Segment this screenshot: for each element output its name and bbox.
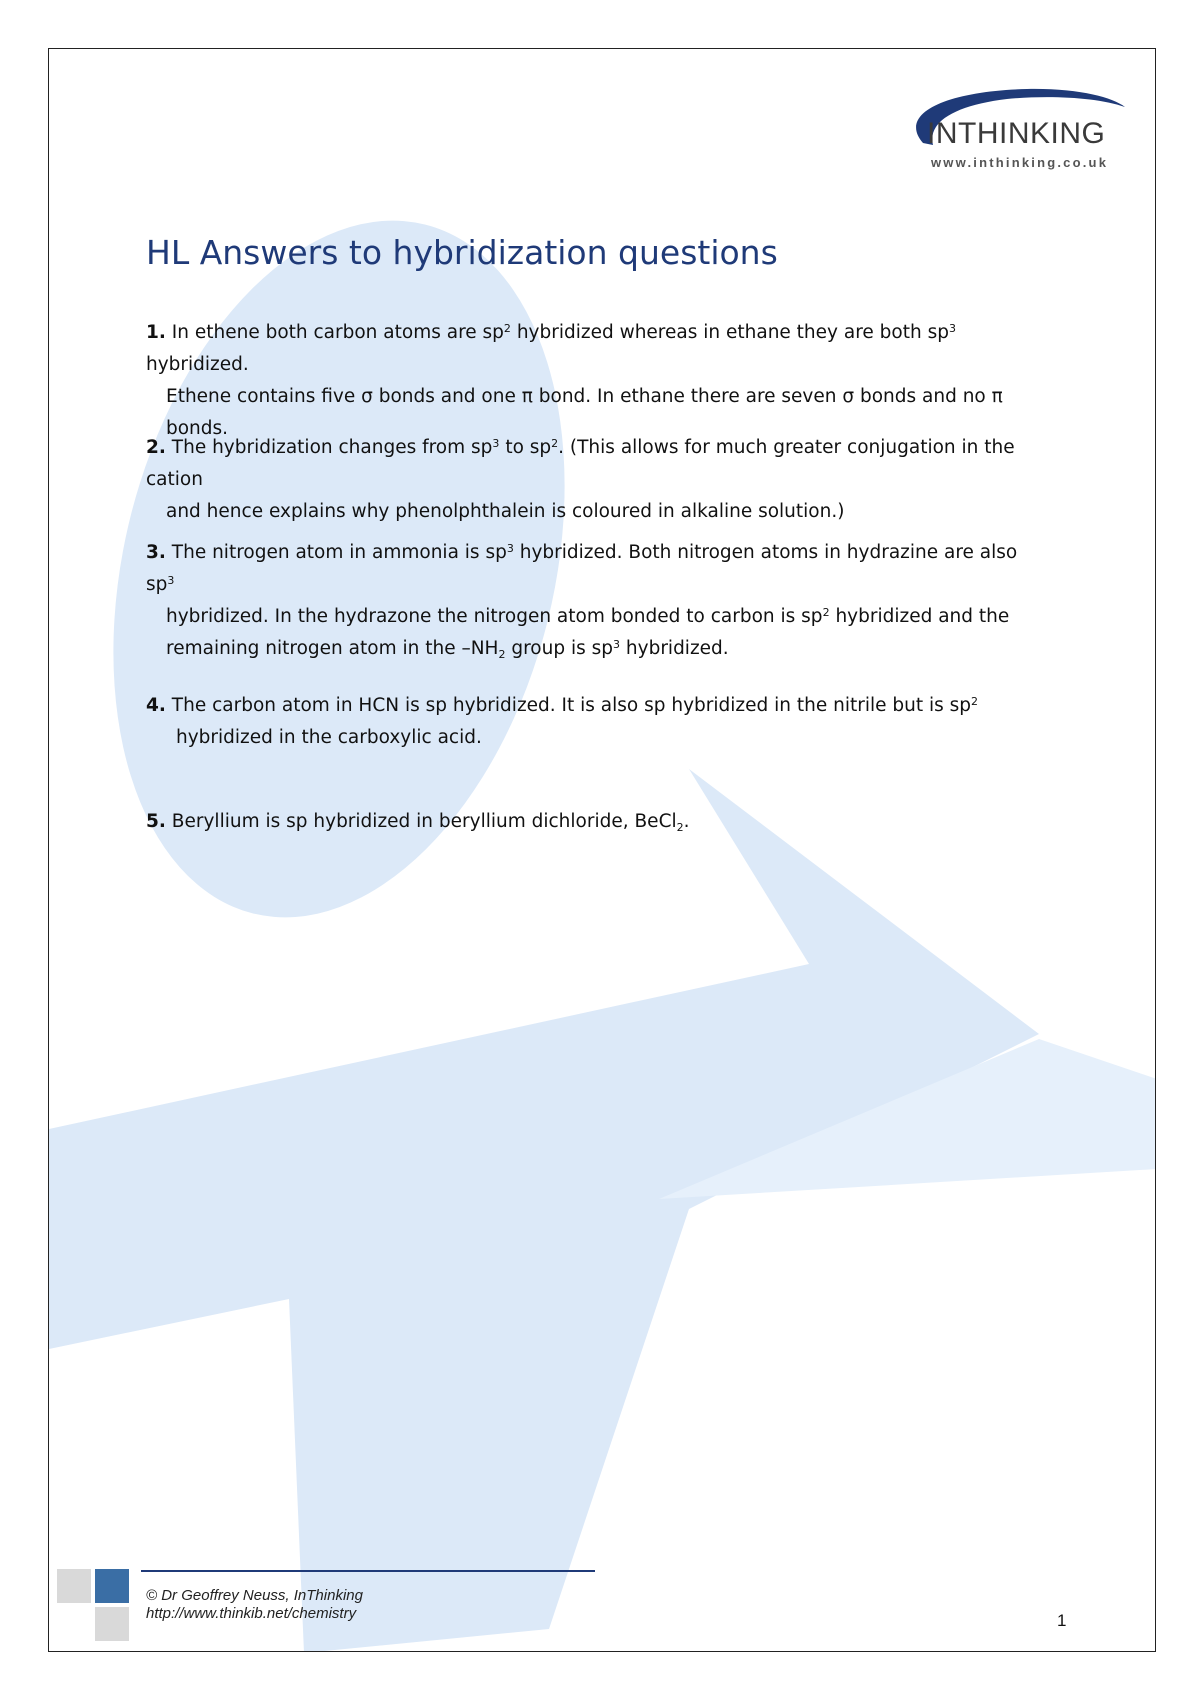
answer-number: 4. [146, 695, 166, 716]
footer-url: http://www.thinkib.net/chemistry [146, 1605, 357, 1622]
answer-4: 4. The carbon atom in HCN is sp hybridized. It is also sp hybridized in the nitrile but is $sp^2$ hybridized in the carboxylic acid. [146, 695, 979, 748]
answer-3: 3. The nitrogen atom in ammonia is $sp^3$ hybridized. Both nitrogen atoms in hydrazine are also $sp^3$ hybridized. In the hydrazone the nitrogen atom bonded to carbon is $sp^2$ hybridized and the remaining nitrogen atom in the $-NH_2$ group is $sp^3$ hybridized. [146, 542, 1018, 661]
logo-url: www.inthinking.co.uk [931, 155, 1109, 170]
page-title: HL Answers to hybridization questions [146, 233, 778, 272]
inthinking-logo [887, 73, 1127, 169]
answer-number: 1. [146, 322, 166, 343]
watermark-logo [49, 49, 1156, 1652]
footer-credits [146, 1587, 363, 1623]
answer-1: 1. In ethene both carbon atoms are $sp^2$ hybridized whereas in ethane they are both $sp^3$ hybridized. Ethene contains five σ bonds and one π bond. In ethane there are seven σ bonds and no π bonds. [146, 322, 1003, 439]
answer-number: 3. [146, 542, 166, 563]
page-number: 1 [1057, 1611, 1067, 1630]
footer-square-dark [95, 1569, 129, 1603]
footer-square-light [95, 1607, 129, 1641]
answer-2: 2. The hybridization changes from $sp^3$ to $sp^2$. (This allows for much greater conjugation in the cation and hence explains why phenolphthalein is coloured in alkaline solution.) [146, 437, 1015, 522]
footer-copyright: © Dr Geoffrey Neuss, InThinking [146, 1587, 363, 1604]
logo-wordmark: INTHINKING [927, 117, 1106, 150]
document-page [48, 48, 1156, 1652]
footer-square-light [57, 1569, 91, 1603]
answer-5: 5. Beryllium is sp hybridized in beryllium dichloride, BeCl$_2$. [146, 811, 690, 834]
footer-divider [141, 1570, 595, 1572]
answer-number: 5. [146, 811, 166, 832]
answer-number: 2. [146, 437, 166, 458]
